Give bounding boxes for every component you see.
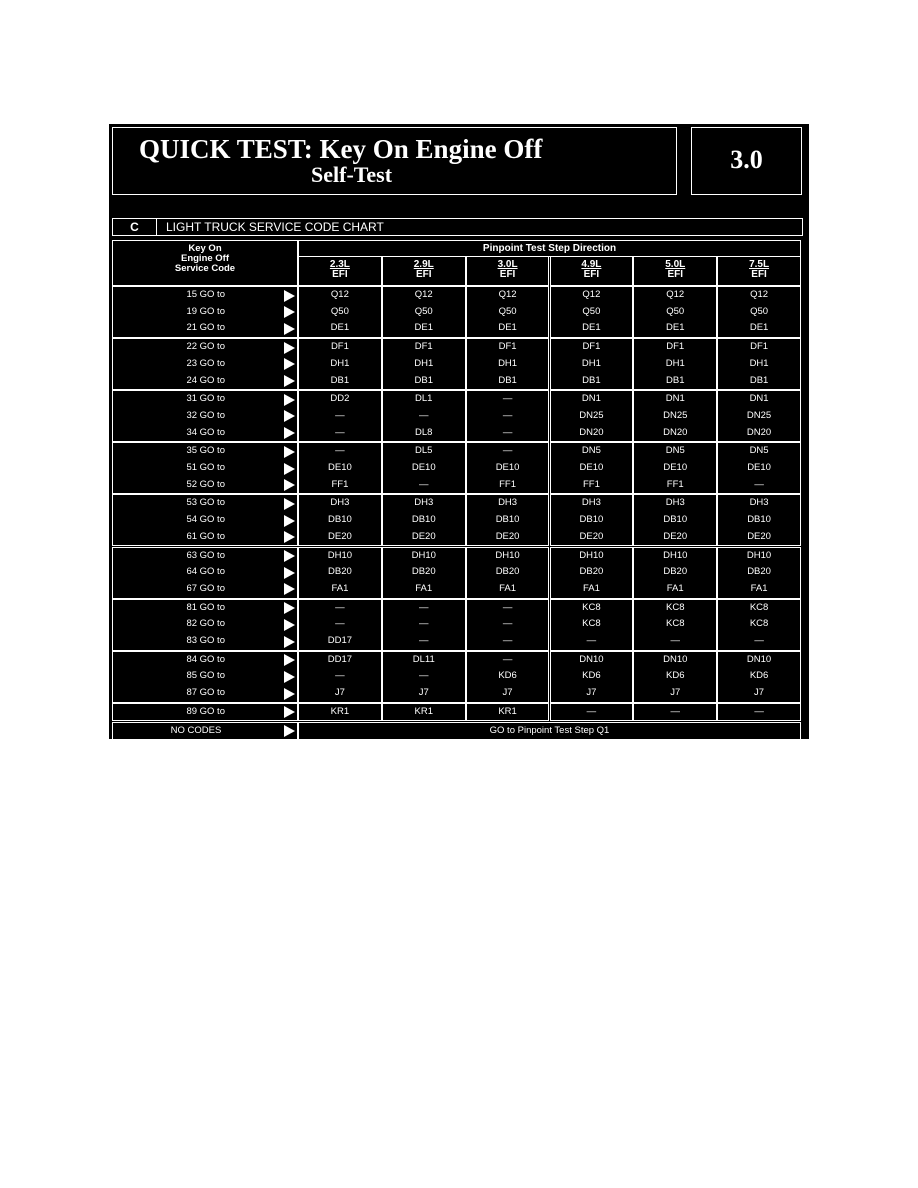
- step-value: DH1: [749, 357, 769, 369]
- step-value: DD17: [327, 653, 353, 665]
- step-value: J7: [418, 687, 429, 699]
- service-code: 52 GO to: [186, 478, 225, 490]
- go-to-arrow-icon: [284, 410, 295, 422]
- step-value: DN1: [581, 393, 601, 405]
- section-number: 3.0: [730, 145, 763, 174]
- service-code: 21 GO to: [186, 322, 225, 334]
- step-value: DL8: [415, 426, 433, 438]
- step-value: KD6: [749, 670, 769, 682]
- step-value: —: [335, 409, 345, 421]
- step-value: KC8: [749, 618, 769, 630]
- step-value: Q50: [414, 305, 433, 317]
- page-subtitle: Self-Test: [311, 162, 393, 187]
- step-value: DH10: [495, 549, 520, 561]
- step-value: DH3: [581, 497, 601, 509]
- go-to-arrow-icon: [284, 358, 295, 370]
- engine-header: [717, 256, 801, 286]
- service-code: 34 GO to: [186, 426, 225, 438]
- go-to-arrow-icon: [284, 446, 295, 458]
- step-value: J7: [754, 687, 765, 699]
- step-value: FF1: [582, 478, 600, 490]
- step-value: DN25: [746, 409, 772, 421]
- service-code: 35 GO to: [186, 445, 225, 457]
- step-value: —: [754, 635, 764, 646]
- engine-type: EFI: [667, 269, 684, 280]
- step-value: DE10: [663, 462, 688, 473]
- step-value: DE10: [495, 462, 520, 473]
- step-value: —: [502, 409, 513, 421]
- step-value: DE10: [411, 462, 436, 473]
- step-value: FA1: [499, 582, 517, 594]
- step-value: DE1: [666, 322, 685, 334]
- step-value: DH1: [581, 357, 601, 369]
- section-number-box: [691, 127, 802, 195]
- step-value: DF1: [582, 341, 601, 353]
- step-value: —: [586, 635, 597, 646]
- step-value: DN10: [746, 653, 772, 665]
- step-value: DF1: [666, 341, 685, 353]
- service-code: 51 GO to: [186, 462, 225, 473]
- step-value: DB20: [411, 566, 436, 578]
- service-code: 87 GO to: [186, 687, 225, 699]
- step-value: DB1: [498, 374, 517, 386]
- step-value: Q12: [330, 289, 349, 300]
- step-value: DH3: [330, 497, 350, 509]
- go-to-arrow-icon: [284, 671, 295, 683]
- step-value: DH1: [330, 357, 350, 369]
- go-to-arrow-icon: [284, 619, 295, 631]
- service-code: 85 GO to: [186, 670, 225, 682]
- step-value: DN20: [663, 426, 688, 438]
- step-value: FA1: [415, 582, 433, 594]
- go-to-arrow-icon: [284, 498, 295, 510]
- step-value: —: [502, 618, 513, 630]
- step-value: DE1: [582, 322, 601, 334]
- title-box: [112, 127, 677, 195]
- step-value: DE10: [328, 462, 352, 473]
- go-to-arrow-icon: [284, 306, 295, 318]
- step-value: KC8: [666, 618, 685, 630]
- step-value: —: [418, 409, 429, 421]
- step-value: KC8: [582, 618, 601, 630]
- step-value: FA1: [666, 582, 684, 594]
- go-to-arrow-icon: [284, 531, 295, 543]
- step-value: DB10: [328, 514, 352, 526]
- step-value: DE10: [579, 462, 604, 473]
- step-value: DH3: [665, 497, 685, 509]
- step-value: Q12: [582, 289, 601, 300]
- step-value: DN5: [581, 445, 601, 457]
- left-header-line: Engine Off: [180, 253, 230, 264]
- step-value: Q50: [750, 305, 769, 317]
- step-value: DB10: [411, 514, 436, 526]
- step-value: —: [670, 705, 680, 717]
- step-value: —: [418, 478, 429, 490]
- engine-header: [298, 256, 382, 286]
- chart-letter: C: [113, 219, 157, 235]
- engine-header: [466, 256, 550, 286]
- engine-size: 4.9L: [581, 259, 602, 270]
- step-value: DH10: [327, 549, 353, 561]
- step-value: Q50: [330, 305, 349, 317]
- step-value: DB10: [579, 514, 604, 526]
- step-value: KD6: [498, 670, 517, 682]
- engine-type: EFI: [751, 269, 767, 280]
- step-value: DB10: [495, 514, 520, 526]
- step-value: DH10: [579, 549, 604, 561]
- step-value: DN1: [665, 393, 685, 405]
- engine-size: 7.5L: [749, 259, 770, 270]
- service-code: 24 GO to: [186, 374, 225, 386]
- step-value: KR1: [498, 705, 517, 717]
- step-value: DB1: [666, 374, 685, 386]
- go-to-arrow-icon: [284, 342, 295, 354]
- step-value: DN10: [579, 653, 604, 665]
- step-value: DH1: [414, 357, 434, 369]
- chart-header: [112, 218, 803, 236]
- step-value: DH3: [749, 497, 769, 509]
- step-value: DB1: [582, 374, 601, 386]
- go-to-arrow-icon: [284, 583, 295, 595]
- step-value: J7: [586, 687, 597, 699]
- step-value: DN20: [579, 426, 604, 438]
- step-value: DF1: [750, 341, 769, 353]
- step-value: DF1: [330, 341, 349, 353]
- engine-size: 3.0L: [497, 259, 518, 270]
- step-value: Q12: [750, 289, 769, 300]
- step-value: —: [335, 426, 345, 438]
- engine-size: 5.0L: [665, 259, 686, 270]
- go-to-arrow-icon: [284, 427, 295, 439]
- go-to-arrow-icon: [284, 394, 295, 406]
- go-to-arrow-icon: [284, 515, 295, 527]
- service-code: 15 GO to: [186, 289, 225, 300]
- left-header-line: Key On: [188, 243, 222, 254]
- go-to-arrow-icon: [284, 463, 295, 475]
- service-code: 64 GO to: [186, 566, 225, 578]
- step-value: DE20: [579, 530, 604, 542]
- step-value: —: [586, 705, 597, 717]
- step-value: FA1: [331, 582, 349, 594]
- step-value: DB20: [663, 566, 688, 578]
- step-value: Q12: [414, 289, 433, 300]
- step-value: DN25: [579, 409, 604, 421]
- step-value: KC8: [582, 601, 601, 613]
- step-value: KC8: [666, 601, 685, 613]
- step-value: Q50: [582, 305, 601, 317]
- go-to-arrow-icon: [284, 479, 295, 491]
- step-value: J7: [334, 687, 345, 699]
- step-value: —: [335, 670, 345, 682]
- footer-code: CODES NOT LISTED: [149, 741, 243, 753]
- go-to-arrow-icon: [284, 654, 295, 666]
- step-value: —: [335, 618, 345, 630]
- step-value: DB1: [749, 374, 769, 386]
- service-code: 67 GO to: [186, 582, 225, 594]
- service-code: 84 GO to: [186, 653, 225, 665]
- step-value: —: [754, 705, 764, 717]
- step-value: DF1: [414, 341, 433, 353]
- left-header-cell: [112, 240, 298, 286]
- engine-header: [382, 256, 466, 286]
- footer-code: NO CODES: [170, 724, 222, 736]
- step-value: DE20: [747, 530, 771, 542]
- step-value: —: [335, 601, 345, 613]
- step-value: —: [502, 635, 513, 646]
- go-to-arrow-icon: [284, 636, 295, 648]
- step-value: —: [418, 618, 429, 630]
- service-code: 32 GO to: [186, 409, 225, 421]
- step-value: DE10: [747, 462, 771, 473]
- engine-header: [633, 256, 717, 286]
- service-code: 31 GO to: [186, 393, 225, 405]
- engine-type: EFI: [583, 269, 600, 280]
- step-value: DF1: [498, 341, 517, 353]
- step-value: FF1: [331, 478, 349, 490]
- service-code: 82 GO to: [186, 618, 225, 630]
- step-value: DE1: [414, 322, 433, 334]
- step-value: DN1: [749, 393, 769, 405]
- step-value: DL5: [415, 445, 433, 457]
- step-value: —: [502, 445, 513, 457]
- go-to-arrow-icon: [284, 706, 295, 718]
- step-value: KC8: [749, 601, 769, 613]
- go-to-arrow-icon: [284, 602, 295, 614]
- engine-type: EFI: [499, 269, 516, 280]
- service-code: 22 GO to: [186, 341, 225, 353]
- service-code: 19 GO to: [186, 305, 225, 317]
- service-code: 83 GO to: [186, 635, 225, 646]
- step-value: —: [670, 635, 680, 646]
- step-value: FA1: [750, 582, 768, 594]
- step-value: Q50: [498, 305, 517, 317]
- step-value: DH10: [663, 549, 688, 561]
- step-value: DN5: [665, 445, 685, 457]
- step-value: —: [418, 601, 429, 613]
- step-value: DH3: [414, 497, 434, 509]
- go-to-arrow-icon: [284, 725, 295, 737]
- go-to-arrow-icon: [284, 290, 295, 302]
- go-to-arrow-icon: [284, 567, 295, 579]
- step-value: KD6: [666, 670, 685, 682]
- quick-test-panel: [109, 124, 809, 753]
- go-to-arrow-icon: [284, 550, 295, 562]
- footer-direction: GO to Pinpoint Test Step Q1: [489, 724, 610, 736]
- step-value: DD2: [330, 393, 350, 405]
- step-value: DB1: [330, 374, 350, 386]
- step-value: DB1: [414, 374, 433, 386]
- step-value: DE1: [330, 322, 350, 334]
- step-value: DB20: [495, 566, 520, 578]
- group-header: Pinpoint Test Step Direction: [298, 240, 801, 257]
- step-value: —: [502, 426, 513, 438]
- service-code: 23 GO to: [186, 357, 225, 369]
- step-value: DE1: [498, 322, 517, 334]
- step-value: —: [502, 653, 513, 665]
- step-value: KR1: [330, 705, 350, 717]
- step-value: J7: [502, 687, 513, 699]
- step-value: DN5: [749, 445, 769, 457]
- step-value: KR1: [414, 705, 433, 717]
- step-value: J7: [670, 687, 681, 699]
- service-code: 63 GO to: [186, 549, 225, 561]
- engine-size: 2.9L: [413, 259, 434, 270]
- step-value: KD6: [582, 670, 601, 682]
- step-value: DD17: [327, 635, 353, 646]
- step-value: —: [418, 670, 429, 682]
- step-value: DB20: [579, 566, 604, 578]
- page-title: QUICK TEST: Key On Engine Off: [139, 134, 543, 164]
- step-value: —: [502, 601, 513, 613]
- step-value: DB10: [663, 514, 688, 526]
- step-value: DN25: [663, 409, 688, 421]
- step-value: FA1: [582, 582, 600, 594]
- go-to-arrow-icon: [284, 323, 295, 335]
- step-value: DH1: [665, 357, 685, 369]
- step-value: DH10: [746, 549, 772, 561]
- step-value: DL1: [415, 393, 433, 405]
- step-value: Q50: [666, 305, 685, 317]
- engine-size: 2.3L: [329, 259, 350, 270]
- step-value: —: [754, 478, 764, 490]
- step-value: DH3: [498, 497, 518, 509]
- engine-header: [550, 256, 634, 286]
- service-code: 54 GO to: [186, 514, 225, 526]
- step-value: DH10: [411, 549, 436, 561]
- chart-title: LIGHT TRUCK SERVICE CODE CHART: [166, 220, 384, 234]
- step-value: DL11: [412, 653, 435, 665]
- step-value: DB20: [747, 566, 771, 578]
- service-code: 61 GO to: [186, 530, 225, 542]
- step-value: DE20: [663, 530, 688, 542]
- left-header-line: Service Code: [174, 263, 236, 274]
- engine-type: EFI: [332, 269, 348, 280]
- step-value: —: [502, 393, 513, 405]
- step-value: —: [335, 445, 345, 457]
- step-value: DE1: [749, 322, 769, 334]
- go-to-arrow-icon: [284, 742, 295, 754]
- step-value: DB10: [747, 514, 771, 526]
- go-to-arrow-icon: [284, 375, 295, 387]
- go-to-arrow-icon: [284, 688, 295, 700]
- step-value: Q12: [498, 289, 517, 300]
- step-value: DH1: [498, 357, 518, 369]
- step-value: DN20: [746, 426, 772, 438]
- step-value: FF1: [666, 478, 684, 490]
- engine-type: EFI: [415, 269, 432, 280]
- step-value: Q12: [666, 289, 685, 300]
- service-code: 53 GO to: [186, 497, 225, 509]
- step-value: DE20: [328, 530, 352, 542]
- step-value: FF1: [499, 478, 517, 490]
- step-value: DE20: [411, 530, 436, 542]
- service-code: 81 GO to: [186, 601, 225, 613]
- step-value: DE20: [495, 530, 520, 542]
- step-value: —: [418, 635, 429, 646]
- step-value: DB20: [328, 566, 352, 578]
- service-code: 89 GO to: [186, 705, 225, 717]
- step-value: DN10: [663, 653, 688, 665]
